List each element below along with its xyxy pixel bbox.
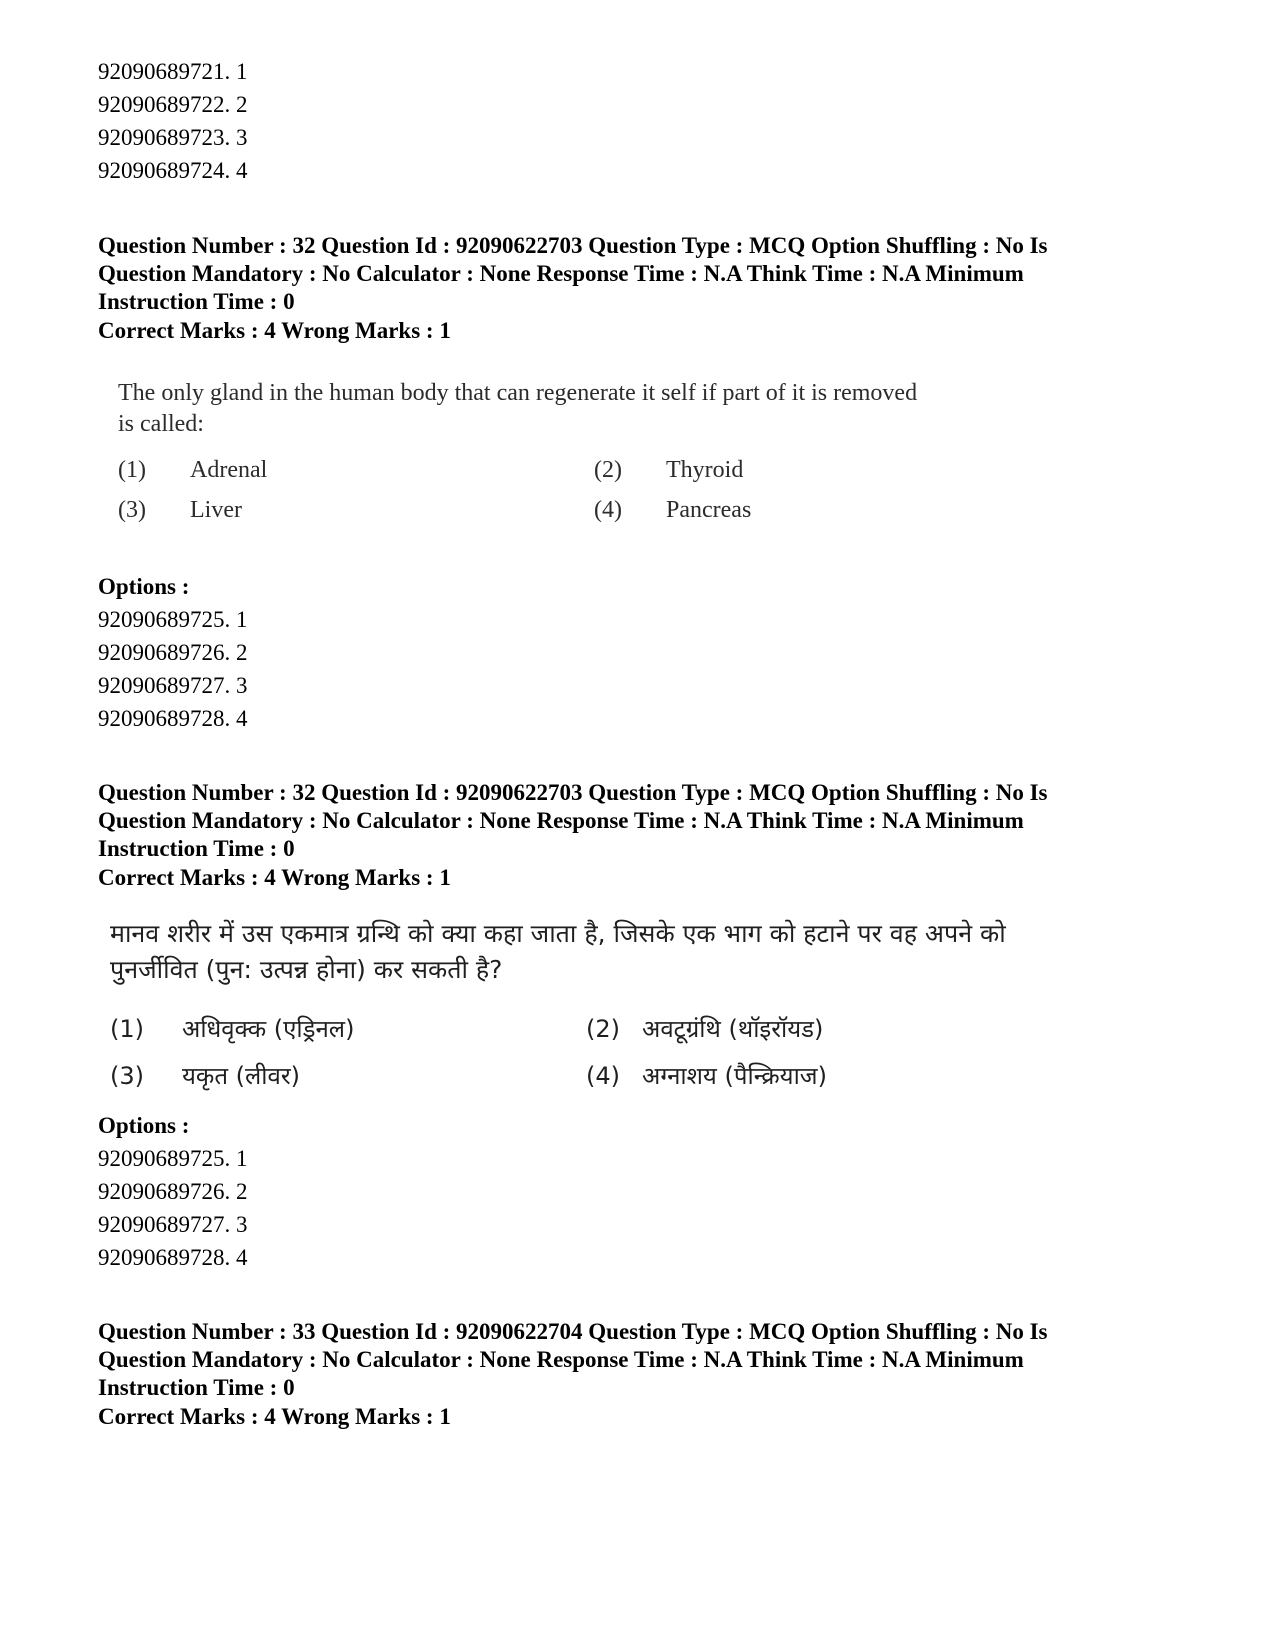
question-meta-line: Question Mandatory : No Calculator : None Response Time : N.A Think Time : N.A Minimum xyxy=(98,261,1024,286)
answer-choice xyxy=(594,457,743,484)
question-meta xyxy=(98,1318,1158,1402)
choice-number: (4) xyxy=(586,1062,620,1090)
option-line: 92090689726. 2 xyxy=(98,640,248,665)
question-meta-line: Instruction Time : 0 xyxy=(98,836,295,861)
choice-number: (1) xyxy=(118,457,146,483)
choice-number: (4) xyxy=(594,497,622,523)
choice-label: Liver xyxy=(190,497,242,523)
marks-line: Correct Marks : 4 Wrong Marks : 1 xyxy=(98,318,451,343)
question-text-line: The only gland in the human body that can regenerate it self if part of it is removed xyxy=(118,380,918,406)
question-text xyxy=(118,378,1118,440)
options-label: Options : xyxy=(98,574,190,599)
choice-label: अधिवृक्क (एड्रिनल) xyxy=(182,1015,355,1043)
marks-line: Correct Marks : 4 Wrong Marks : 1 xyxy=(98,1404,451,1429)
option-line: 92090689723. 3 xyxy=(98,125,248,150)
choice-number: (1) xyxy=(110,1015,144,1043)
option-line: 92090689722. 2 xyxy=(98,92,248,117)
option-line: 92090689724. 4 xyxy=(98,158,248,183)
answer-choice xyxy=(594,497,751,524)
question-meta-line: Question Number : 33 Question Id : 92090622704 Question Type : MCQ Option Shuffling : No Is xyxy=(98,1319,1048,1344)
answer-choice xyxy=(110,1059,300,1092)
answer-choice xyxy=(118,497,242,524)
question-text-line: पुनर्जीवित (पुन: उत्पन्न होना) कर सकती है? xyxy=(110,955,503,984)
answer-choice xyxy=(118,457,267,484)
question-meta-line: Instruction Time : 0 xyxy=(98,1375,295,1400)
choice-label: यकृत (लीवर) xyxy=(182,1062,301,1090)
option-line: 92090689721. 1 xyxy=(98,59,248,84)
choice-label: Adrenal xyxy=(190,457,268,483)
option-line: 92090689727. 3 xyxy=(98,1212,248,1237)
marks-line: Correct Marks : 4 Wrong Marks : 1 xyxy=(98,865,451,890)
choice-number: (3) xyxy=(110,1062,144,1090)
choice-label: अग्नाशय (पैन्क्रियाज) xyxy=(642,1062,827,1090)
question-text-line: is called: xyxy=(118,411,204,437)
option-line: 92090689728. 4 xyxy=(98,1245,248,1270)
option-line: 92090689725. 1 xyxy=(98,1146,248,1171)
choice-number: (2) xyxy=(586,1015,620,1043)
question-meta-line: Question Mandatory : No Calculator : None Response Time : N.A Think Time : N.A Minimum xyxy=(98,1347,1024,1372)
answer-choice xyxy=(586,1012,823,1045)
choice-label: अवटूग्रंथि (थॉइरॉयड) xyxy=(642,1015,824,1043)
answer-choice xyxy=(110,1012,354,1045)
question-meta-line: Question Number : 32 Question Id : 92090622703 Question Type : MCQ Option Shuffling : No Is xyxy=(98,233,1048,258)
answer-choice xyxy=(586,1059,827,1092)
choice-number: (3) xyxy=(118,497,146,523)
option-line: 92090689725. 1 xyxy=(98,607,248,632)
question-meta-line: Instruction Time : 0 xyxy=(98,289,295,314)
choice-label: Pancreas xyxy=(666,497,752,523)
choice-number: (2) xyxy=(594,457,622,483)
choice-label: Thyroid xyxy=(666,457,744,483)
question-text xyxy=(110,916,1170,988)
question-meta xyxy=(98,232,1158,316)
question-meta-line: Question Mandatory : No Calculator : None Response Time : N.A Think Time : N.A Minimum xyxy=(98,808,1024,833)
question-meta xyxy=(98,779,1158,863)
question-text-line: मानव शरीर में उस एकमात्र ग्रन्थि को क्या कहा जाता है, जिसके एक भाग को हटाने पर वह अपने को xyxy=(110,919,1006,948)
option-line: 92090689728. 4 xyxy=(98,706,248,731)
option-line: 92090689727. 3 xyxy=(98,673,248,698)
option-line: 92090689726. 2 xyxy=(98,1179,248,1204)
question-meta-line: Question Number : 32 Question Id : 92090622703 Question Type : MCQ Option Shuffling : No Is xyxy=(98,780,1048,805)
options-label: Options : xyxy=(98,1113,190,1138)
